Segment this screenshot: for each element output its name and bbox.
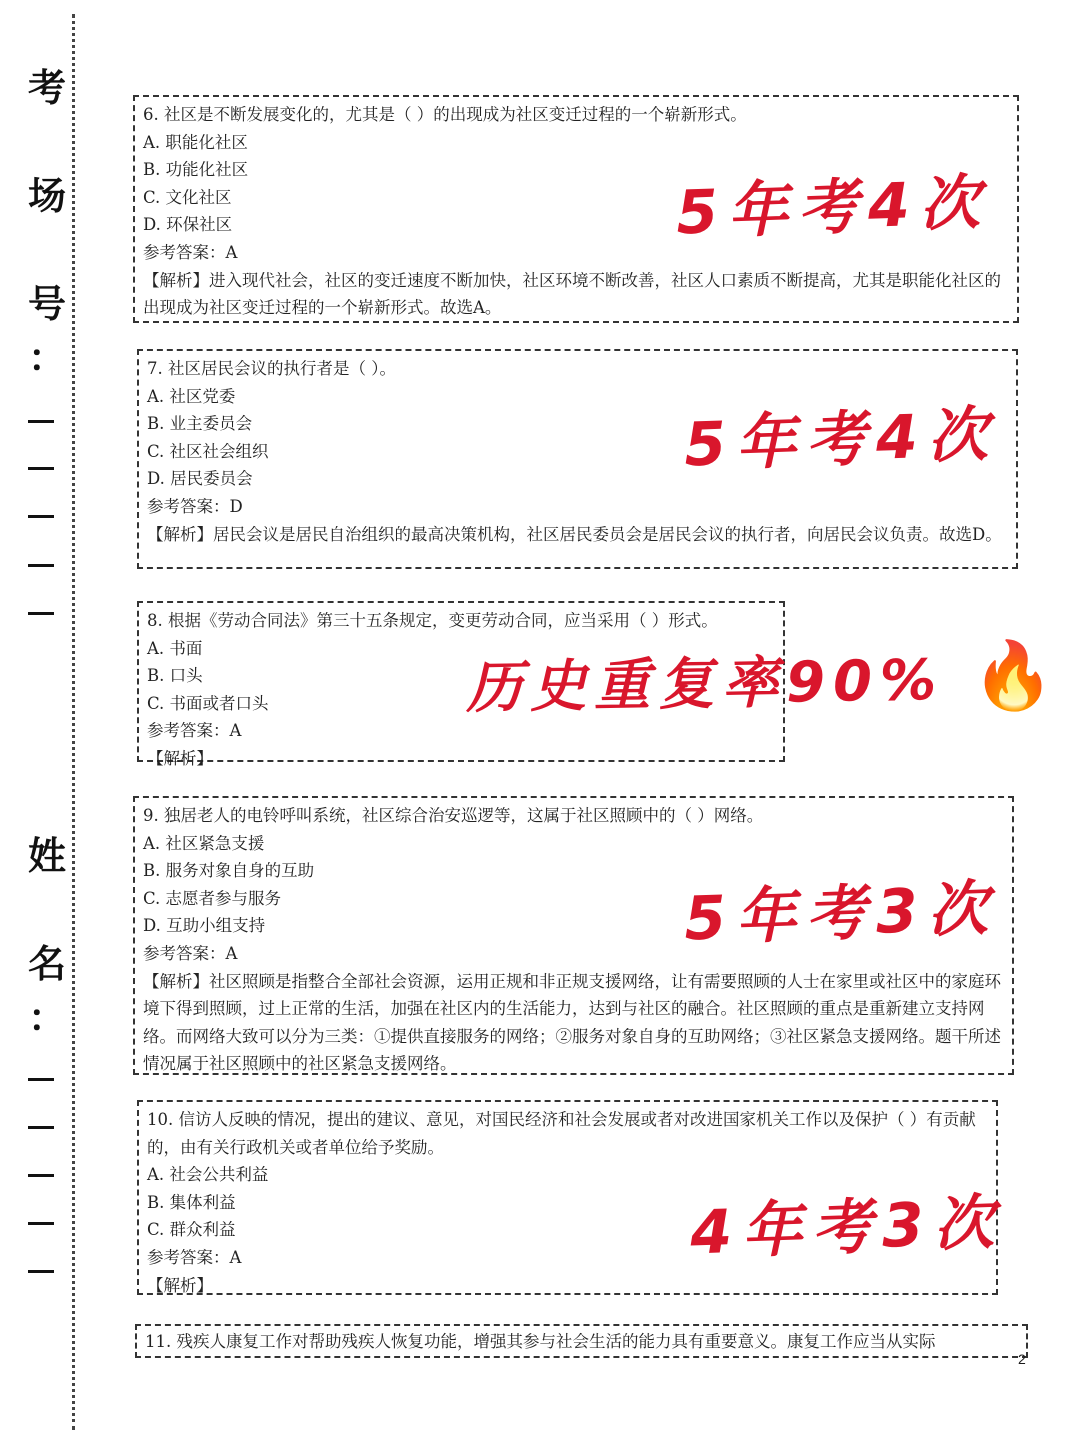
exam-room-blank	[28, 564, 54, 567]
exam-room-label-char: 考	[27, 66, 66, 110]
question-text: 10. 信访人反映的情况，提出的建议、意见，对国民经济和社会发展或者对改进国家机关工作以及保护（ ）有贡献的，由有关行政机关或者单位给予奖励。	[147, 1110, 976, 1157]
name-label-char: ：	[27, 996, 66, 1040]
question-text: 11. 残疾人康复工作对帮助残疾人恢复功能，增强其参与社会生活的能力具有重要意义。康复工作应当从实际	[145, 1332, 936, 1351]
answer-text: 参考答案：A	[143, 943, 238, 963]
frequency-note: 5年考4次	[675, 167, 991, 249]
exam-room-blank	[28, 467, 54, 470]
exam-room-label-char: ：	[27, 336, 66, 380]
option-d: D. 环保社区	[143, 215, 233, 235]
option-c: C. 志愿者参与服务	[143, 888, 282, 908]
name-blank	[28, 1270, 54, 1273]
name-label-char: 名	[27, 942, 66, 986]
question-text: 6. 社区是不断发展变化的，尤其是（ ）的出现成为社区变迁过程的一个崭新形式。	[143, 105, 747, 124]
analysis-text: 【解析】	[147, 748, 213, 768]
option-b: B. 集体利益	[147, 1192, 236, 1212]
repeat-rate-note: 历史重复率90%	[465, 647, 945, 722]
question-text: 9. 独居老人的电铃呼叫系统，社区综合治安巡逻等，这属于社区照顾中的（ ）网络。	[143, 806, 764, 825]
binding-dotted-line	[72, 14, 75, 1430]
option-c: C. 书面或者口头	[147, 693, 269, 713]
name-blank	[28, 1126, 54, 1129]
frequency-note: 4年考3次	[689, 1187, 1005, 1269]
exam-room-label-char: 号	[27, 282, 66, 326]
option-b: B. 业主委员会	[147, 414, 253, 434]
option-b: B. 口头	[147, 666, 203, 686]
answer-text: 参考答案：A	[143, 242, 238, 262]
option-a: A. 社区紧急支援	[143, 833, 265, 853]
exam-room-blank	[28, 420, 54, 423]
analysis-text: 【解析】社区照顾是指整合全部社会资源，运用正规和非正规支援网络，让有需要照顾的人士在家里或社区中的家庭环境下得到照顾，过上正常的生活，加强在社区内的生活能力，达到与社区的融合。社区照顾的重点是重新建立支持网络。而网络大致可以分为三类：①提供直接服务的网络；②服务对象自身的互助网络；③社区紧急支援网络。题干所述情况属于社区照顾中的社区紧急支援网络。	[143, 971, 1001, 1074]
fire-icon: 🔥	[972, 637, 1055, 714]
option-c: C. 文化社区	[143, 187, 232, 207]
answer-text: 参考答案：A	[147, 721, 242, 741]
option-c: C. 社区社会组织	[147, 441, 269, 461]
question-text: 8. 根据《劳动合同法》第三十五条规定，变更劳动合同，应当采用（ ）形式。	[147, 611, 718, 630]
analysis-text: 【解析】	[147, 1275, 213, 1295]
analysis-text: 【解析】进入现代社会，社区的变迁速度不断加快，社区环境不断改善，社区人口素质不断提高，尤其是职能化社区的出现成为社区变迁过程的一个崭新形式。故选A。	[143, 270, 1001, 318]
name-blank	[28, 1078, 54, 1081]
option-d: D. 互助小组支持	[143, 916, 266, 936]
name-blank	[28, 1222, 54, 1225]
option-a: A. 社会公共利益	[147, 1165, 269, 1185]
question-text: 7. 社区居民会议的执行者是（ ）。	[147, 359, 396, 378]
option-a: A. 职能化社区	[143, 132, 248, 152]
analysis-text: 【解析】居民会议是居民自治组织的最高决策机构，社区居民委员会是居民会议的执行者，向居民会议负责。故选D。	[147, 524, 1002, 544]
option-a: A. 社区党委	[147, 386, 236, 406]
option-b: B. 服务对象自身的互助	[143, 861, 315, 881]
name-label-char: 姓	[27, 834, 66, 878]
answer-text: 参考答案：A	[147, 1247, 242, 1267]
question-card	[135, 1324, 1028, 1358]
answer-text: 参考答案：D	[147, 496, 243, 516]
frequency-note: 5年考3次	[683, 873, 999, 955]
name-blank	[28, 1174, 54, 1177]
frequency-note: 5年考4次	[683, 399, 999, 481]
exam-room-label-char: 场	[27, 174, 66, 218]
option-c: C. 群众利益	[147, 1220, 236, 1240]
option-b: B. 功能化社区	[143, 160, 249, 180]
exam-room-blank	[28, 515, 54, 518]
page-number: 2	[1018, 1351, 1026, 1367]
option-a: A. 书面	[147, 638, 203, 658]
exam-room-blank	[28, 612, 54, 615]
option-d: D. 居民委员会	[147, 469, 253, 489]
